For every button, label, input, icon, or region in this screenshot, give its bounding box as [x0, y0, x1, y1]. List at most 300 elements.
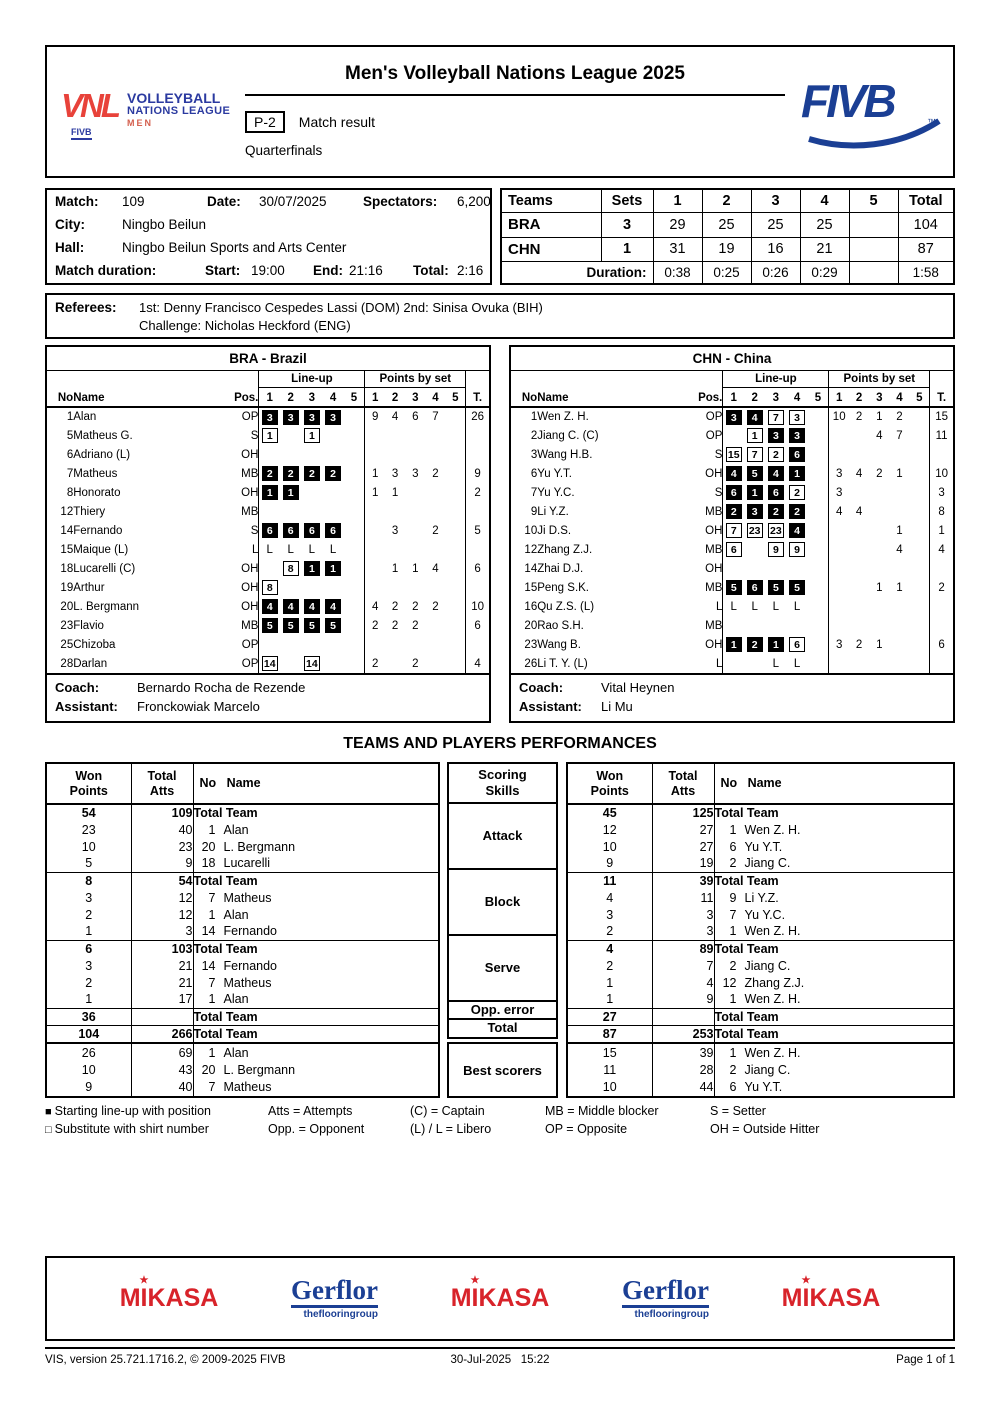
set-score: 31 — [653, 237, 702, 261]
substitute-shirt-box: 14 — [262, 656, 278, 671]
player-name: L. Bergmann — [73, 600, 140, 613]
points-set-value — [849, 559, 869, 578]
assistant-name: Fronckowiak Marcelo — [137, 699, 260, 714]
player-number: 23 — [60, 619, 74, 632]
lineup-cell — [344, 635, 365, 654]
lineup-cell: L — [287, 543, 294, 556]
lineup-cell — [723, 578, 744, 597]
lineup-cell — [301, 635, 322, 654]
team-code: BRA — [501, 213, 601, 237]
points-set-value — [446, 464, 466, 483]
roster-row — [511, 521, 953, 540]
perf-group-attack — [47, 804, 438, 872]
perf-row — [47, 1025, 438, 1042]
total-atts: 21 — [131, 974, 193, 991]
lineup-cell — [344, 407, 365, 426]
points-set-value: 2 — [855, 411, 863, 423]
lineup-cell — [344, 445, 365, 464]
legend-item — [45, 1104, 268, 1122]
lineup-set-header: 2 — [280, 387, 301, 407]
points-set-value — [829, 597, 849, 616]
won-points: 1 — [47, 923, 131, 940]
points-set-value: 1 — [896, 581, 903, 594]
player-name: Yu Y.T. — [744, 839, 783, 854]
lineup-cell — [786, 559, 807, 578]
footer-version: VIS, version 25.721.1716.2, © 2009-2025 FIVB — [45, 1354, 286, 1366]
lineup-cell — [301, 407, 322, 426]
perf-row — [47, 889, 438, 906]
starting-position-box: 1 — [262, 485, 278, 500]
player-name: Total Team — [714, 806, 779, 820]
points-set-value — [829, 540, 849, 559]
coach-block — [511, 673, 953, 721]
roster-row — [511, 597, 953, 616]
points-set-value: 1 — [371, 467, 379, 480]
lineup-cell — [280, 483, 301, 502]
points-set-value — [889, 616, 909, 635]
points-set-value — [425, 540, 445, 559]
player-number: 28 — [60, 657, 74, 670]
points-set-value — [405, 426, 425, 445]
lineup-cell — [744, 483, 765, 502]
total-atts: 19 — [652, 855, 714, 872]
lineup-cell — [344, 616, 365, 635]
points-set-value: 1 — [896, 467, 903, 480]
perf-row — [47, 855, 438, 872]
player-number: 9 — [530, 505, 538, 518]
player-name: Yu Y.T. — [744, 1080, 783, 1095]
substitute-shirt-box: 23 — [768, 523, 784, 538]
total-atts: 69 — [131, 1044, 193, 1061]
lineup-cell — [301, 654, 322, 673]
mikasa-letters: KASA — [809, 1284, 881, 1312]
points-set-header: 3 — [869, 387, 889, 407]
total-atts: 11 — [652, 889, 714, 906]
total-atts: 12 — [131, 906, 193, 923]
starting-position-box: 2 — [768, 504, 784, 519]
legend-item — [268, 1104, 410, 1122]
roster-header — [47, 371, 489, 407]
sponsor-bar — [45, 1256, 955, 1341]
best-table — [47, 1044, 438, 1096]
legend-item — [545, 1122, 710, 1140]
perf-row — [568, 821, 953, 838]
lineup-cell — [765, 559, 786, 578]
fivb-logo — [799, 75, 944, 157]
no-header: No — [47, 387, 73, 407]
player-ref — [193, 974, 438, 991]
points-set-header: 3 — [405, 387, 425, 407]
player-ref — [193, 889, 438, 906]
lineup-cell — [808, 426, 829, 445]
perf-row — [568, 1044, 953, 1061]
points-set-value — [405, 502, 425, 521]
player-ref — [714, 804, 953, 821]
points-set-value — [869, 559, 889, 578]
player-number: 6 — [729, 1080, 737, 1095]
lineup-cell — [259, 502, 280, 521]
best-scorers-label-box: Best scorers — [447, 1042, 558, 1098]
player-ref — [714, 1008, 953, 1025]
lineup-cell — [808, 502, 829, 521]
starting-position-box: 3 — [747, 504, 763, 519]
won-points: 9 — [47, 1079, 131, 1096]
player-name: Alan — [223, 822, 249, 837]
lineup-cell — [723, 521, 744, 540]
player-number: 7 — [208, 1080, 216, 1095]
points-set-value — [365, 578, 385, 597]
total-header: T. — [930, 387, 953, 407]
points-set-value — [910, 597, 930, 616]
player-name: Lucarelli (C) — [73, 562, 136, 575]
legend-text: Starting line-up with position — [54, 1104, 211, 1118]
coach-name: Bernardo Rocha de Rezende — [137, 680, 306, 695]
points-total — [466, 635, 489, 654]
total-atts: 39 — [652, 1044, 714, 1061]
page-title: Men's Volleyball Nations League 2025 — [245, 63, 785, 96]
points-set-value: 4 — [855, 505, 863, 518]
gerflor-logo — [291, 1277, 378, 1320]
points-total: 9 — [474, 467, 481, 480]
lineup-cell — [344, 559, 365, 578]
player-position: S — [689, 445, 723, 464]
lineup-cell — [786, 445, 807, 464]
points-set-value — [910, 521, 930, 540]
performance-table-chn — [566, 762, 955, 1044]
lineup-cell — [344, 464, 365, 483]
points-total: 1 — [938, 524, 945, 537]
player-position: S — [225, 426, 259, 445]
points-set-value — [910, 464, 930, 483]
total-value: 2:16 — [457, 263, 484, 278]
player-ref — [714, 821, 953, 838]
player-name: Total Team — [714, 941, 779, 956]
player-name: Total Team — [714, 1009, 779, 1024]
player-position: OH — [225, 483, 259, 502]
points-total: 15 — [935, 411, 948, 423]
roster-row — [511, 654, 953, 673]
player-ref — [714, 940, 953, 957]
header-box — [45, 45, 955, 178]
total-atts: 54 — [131, 872, 193, 889]
lineup-cell: L — [751, 600, 758, 613]
points-set-value — [829, 445, 849, 464]
points-set-value: 3 — [835, 638, 843, 651]
player-ref — [714, 872, 953, 889]
lineup-cell — [344, 540, 365, 559]
starting-position-box: 6 — [304, 523, 320, 538]
lineup-cell — [301, 559, 322, 578]
legend-text: MB = Middle blocker — [545, 1104, 659, 1118]
won-points: 2 — [47, 974, 131, 991]
set-score — [849, 237, 898, 261]
hall-label: Hall: — [55, 240, 85, 255]
lineup-cell — [280, 426, 301, 445]
points-set-value — [889, 483, 909, 502]
player-number: 1 — [208, 907, 216, 922]
perf-row — [568, 804, 953, 821]
points-set-value — [910, 426, 930, 445]
mikasa-letters: KASA — [478, 1284, 550, 1312]
won-points: 9 — [568, 855, 652, 872]
points-set-value — [910, 483, 930, 502]
points-set-value — [405, 578, 425, 597]
mikasa-logo — [119, 1275, 219, 1313]
player-name: Wen Z. H. — [744, 822, 801, 837]
gerflor-wordmark: Gerflor — [291, 1277, 378, 1308]
points-set-value — [849, 521, 869, 540]
total-atts: 27 — [652, 838, 714, 855]
roster-row — [47, 407, 489, 426]
lineup-cell — [786, 521, 807, 540]
player-position: MB — [689, 502, 723, 521]
total-atts: 103 — [131, 940, 193, 957]
perf-row — [568, 923, 953, 940]
points-set-value — [869, 483, 889, 502]
player-number: 12 — [722, 975, 737, 990]
points-set-value: 3 — [391, 467, 399, 480]
roster-row — [47, 464, 489, 483]
points-set-value — [869, 597, 889, 616]
player-name: Chizoba — [73, 638, 116, 651]
player-name: Wen Z. H. — [744, 924, 801, 939]
lineup-cell — [301, 578, 322, 597]
points-set-value: 2 — [432, 524, 439, 537]
points-set-value: 4 — [896, 543, 903, 556]
no-header: No — [511, 387, 537, 407]
points-set-value: 3 — [391, 524, 399, 537]
lineup-cell — [322, 445, 343, 464]
perf-group-attack — [568, 804, 953, 872]
player-name: Flavio — [73, 619, 104, 632]
substitute-shirt-box: 23 — [747, 523, 763, 538]
points-set-value: 1 — [391, 562, 399, 575]
set-score: 19 — [702, 237, 751, 261]
match-info-box — [45, 188, 492, 285]
legend-item — [710, 1122, 955, 1140]
starting-position-box: 1 — [789, 466, 805, 481]
skill-serve: Serve — [449, 936, 556, 1002]
won-points: 4 — [568, 940, 652, 957]
total-atts: 9 — [131, 855, 193, 872]
starting-position-box: 3 — [768, 428, 784, 443]
gerflor-logo — [622, 1277, 709, 1320]
player-name: Yu Y.T. — [537, 467, 572, 480]
player-number: 7 — [208, 890, 216, 905]
points-total — [466, 426, 489, 445]
perf-group-serve — [568, 940, 953, 1008]
points-set-value: 2 — [391, 619, 399, 632]
won-points: 10 — [568, 1079, 652, 1096]
starting-position-box: 1 — [726, 637, 742, 652]
lineup-cell — [744, 540, 765, 559]
legend-text: (C) = Captain — [410, 1104, 485, 1118]
points-set-value — [869, 654, 889, 673]
player-position: OP — [225, 407, 259, 426]
player-number: 15 — [60, 543, 74, 556]
best-scorers-body — [568, 1044, 953, 1096]
total-atts — [652, 1008, 714, 1025]
lineup-cell — [322, 616, 343, 635]
player-position: OH — [689, 635, 723, 654]
points-set-value: 2 — [412, 619, 419, 632]
player-number: 14 — [524, 562, 538, 575]
points-total: 3 — [938, 486, 945, 499]
won-points: 10 — [47, 1061, 131, 1078]
start-value: 19:00 — [251, 263, 285, 278]
svg-text:FIVB: FIVB — [801, 75, 894, 127]
player-number: 14 — [201, 924, 216, 939]
mikasa-letter: M — [450, 1284, 472, 1312]
mikasa-logo — [450, 1275, 550, 1313]
roster-box-chn — [509, 345, 955, 723]
points-set-value: 7 — [432, 411, 439, 423]
set-duration: 0:38 — [653, 262, 702, 284]
lineup-cell — [322, 464, 343, 483]
player-name: Alan — [223, 907, 249, 922]
perf-row — [568, 940, 953, 957]
total-atts: 40 — [131, 821, 193, 838]
sets-header: Sets — [601, 189, 653, 213]
lineup-cell: L — [793, 600, 801, 613]
roster-column-header-row — [47, 387, 489, 407]
lineup-cell — [322, 635, 343, 654]
player-position: OP — [225, 635, 259, 654]
player-position: OP — [225, 654, 259, 673]
lineup-cell — [744, 654, 765, 673]
duration-label: Match duration: — [55, 263, 157, 278]
player-number: 3 — [530, 448, 538, 461]
points-set-value — [829, 578, 849, 597]
player-position: OH — [225, 559, 259, 578]
player-number: 1 — [729, 822, 737, 837]
points-set-value — [385, 635, 405, 654]
lineup-cell — [808, 483, 829, 502]
perf-row — [568, 974, 953, 991]
player-name: Total Team — [714, 873, 779, 888]
points-set-value — [869, 445, 889, 464]
player-number: 7 — [208, 975, 216, 990]
coach-name: Vital Heynen — [601, 680, 675, 695]
roster-column-header-row — [511, 387, 953, 407]
points-set-value — [405, 521, 425, 540]
points-set-value: 1 — [412, 562, 419, 575]
teams-header: Teams — [501, 189, 601, 213]
vnl-mark: VNL — [61, 87, 118, 124]
lineup-cell — [723, 616, 744, 635]
player-number: 19 — [60, 581, 74, 594]
player-number: 6 — [66, 448, 74, 461]
player-name: Ji D.S. — [537, 524, 572, 537]
lineup-cell — [301, 616, 322, 635]
lineup-cell — [765, 407, 786, 426]
perf-row — [568, 1025, 953, 1042]
points-set-value — [446, 597, 466, 616]
spacer — [930, 371, 953, 387]
perf-row — [47, 1044, 438, 1061]
perf-row — [47, 804, 438, 821]
player-name: Total Team — [193, 1026, 258, 1041]
points-set-value — [829, 521, 849, 540]
player-number: 7 — [729, 907, 737, 922]
points-set-value — [829, 426, 849, 445]
points-set-value — [365, 521, 385, 540]
total-atts: 27 — [652, 821, 714, 838]
points-set-value: 1 — [876, 411, 883, 423]
set-score — [849, 213, 898, 237]
player-ref — [193, 1079, 438, 1096]
points-set-value: 4 — [876, 429, 883, 442]
player-ref — [714, 906, 953, 923]
starting-position-box: 6 — [726, 485, 742, 500]
player-number: 20 — [60, 600, 74, 613]
player-name: Wang H.B. — [537, 448, 593, 461]
roster-title: CHN - China — [511, 347, 953, 371]
points-set-value — [385, 502, 405, 521]
player-name: Darlan — [73, 657, 108, 670]
lineup-cell — [344, 502, 365, 521]
date-label: Date: — [207, 194, 241, 209]
score-header-row — [501, 189, 954, 213]
scoring-skills-header: Scoring Skills — [449, 764, 556, 804]
lineup-cell — [786, 502, 807, 521]
set-score: 16 — [751, 237, 800, 261]
points-set-header: 5 — [446, 387, 466, 407]
player-ref — [714, 1079, 953, 1096]
lineup-cell — [259, 426, 280, 445]
points-total — [930, 616, 953, 635]
lineup-cell — [280, 635, 301, 654]
points-set-value — [446, 445, 466, 464]
starting-position-box: 2 — [325, 466, 341, 481]
lineup-cell — [786, 578, 807, 597]
player-name: L. Bergmann — [223, 839, 296, 854]
substitute-shirt-box: 8 — [283, 561, 299, 576]
perf-row — [568, 889, 953, 906]
lineup-cell — [259, 635, 280, 654]
won-points: 5 — [47, 855, 131, 872]
total-atts: 4 — [652, 974, 714, 991]
roster-row — [47, 597, 489, 616]
starting-position-box: 4 — [304, 599, 320, 614]
won-points: 1 — [47, 991, 131, 1008]
legend-text: Substitute with shirt number — [54, 1122, 209, 1136]
points-set-value — [910, 540, 930, 559]
roster-row — [511, 445, 953, 464]
points-set-value: 2 — [412, 657, 419, 670]
hall-value: Ningbo Beilun Sports and Arts Center — [122, 240, 347, 255]
lineup-cell — [744, 635, 765, 654]
player-name: Maique (L) — [73, 543, 129, 556]
lineup-cell — [786, 426, 807, 445]
points-total: 8 — [938, 505, 945, 518]
gerflor-wordmark: Gerflor — [622, 1277, 709, 1308]
points-set-value: 6 — [412, 411, 419, 423]
player-ref — [714, 889, 953, 906]
points-set-header: 1 — [829, 387, 849, 407]
set-duration: 0:25 — [702, 262, 751, 284]
points-set-value: 1 — [876, 638, 883, 651]
points-set-value — [910, 635, 930, 654]
substitute-shirt-box: 3 — [789, 410, 805, 425]
substitute-shirt-box: 1 — [747, 428, 763, 443]
roster-row — [47, 635, 489, 654]
player-position: S — [225, 521, 259, 540]
total-atts: 3 — [652, 906, 714, 923]
roster-header — [511, 371, 953, 407]
roster-table-chn — [511, 371, 953, 673]
points-set-value — [425, 578, 445, 597]
